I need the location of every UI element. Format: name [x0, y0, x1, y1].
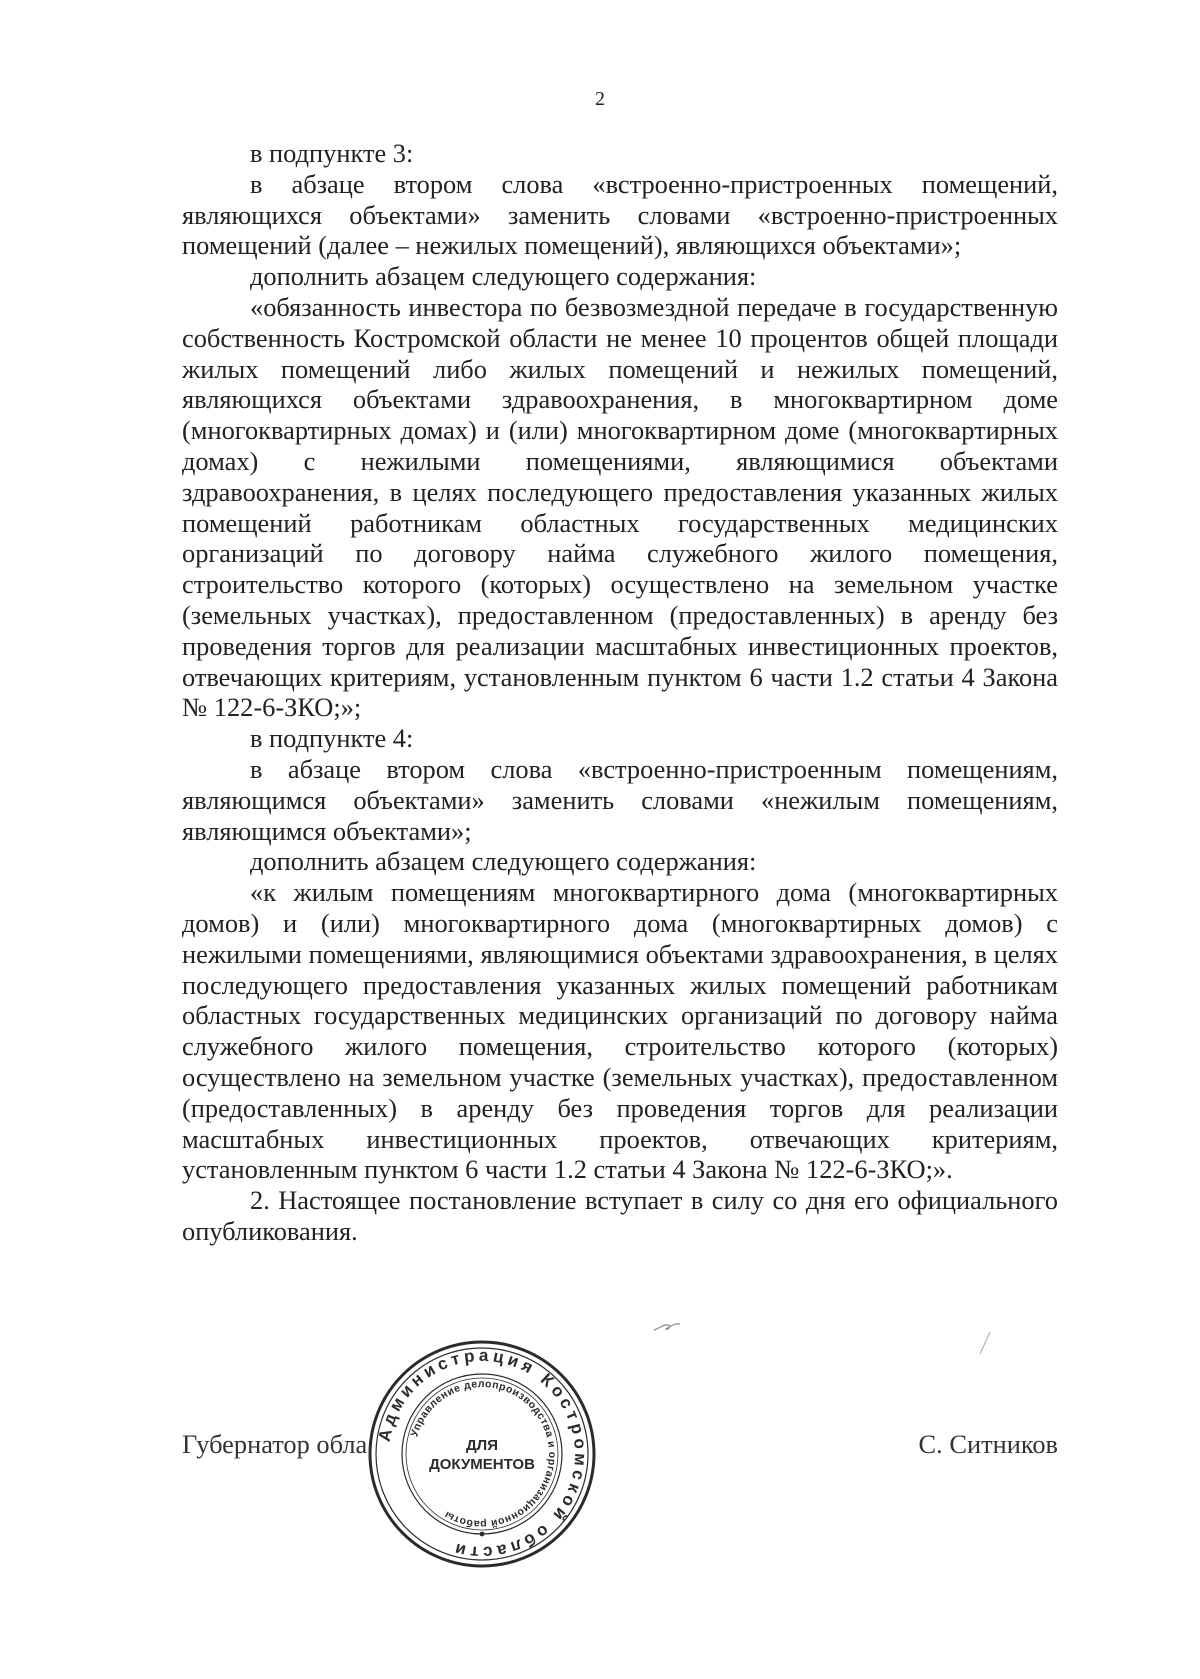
stamp-outer-text: Администрация Костромской области [374, 1345, 591, 1563]
paragraph: в абзаце втором слова «встроенно-пристроенных помещений, являющихся объектами» заменить словами «встроенно-пристроенных помещений (далее – нежилых помещений), являющихся объектами»; [182, 168, 1058, 261]
signatory-name: С. Ситников [918, 1429, 1058, 1459]
paragraph: дополнить абзацем следующего содержания: [250, 846, 757, 877]
paragraph: дополнить абзацем следующего содержания: [250, 261, 757, 292]
pen-stroke-mark [978, 1330, 992, 1356]
signatory-title: Губернатор обла [182, 1429, 368, 1459]
paragraph: в абзаце втором слова «встроенно-пристроенным помещениям, являющимся объектами» заменить словами «нежилым помещениям, являющимся объектами»; [182, 753, 1058, 846]
signature-scribble-mark [652, 1318, 682, 1334]
stamp-inner-text: Управление делопроизводства и организационной работы [408, 1377, 559, 1531]
svg-text:Управление делопроизводства и [408, 1378, 558, 1530]
paragraph: «к жилым помещениям многоквартирного дома (многоквартирных домов) и (или) многоквартирного дома (многоквартирных домов) с нежилыми помещениями, являющимися объектами здравоохранения, в целях последующего предоставления указанных жилых помещений работникам областных государственных медицинских организаций по договору найма служебного жилого помещения, строительство которого (которых) осуществлено на земельном участке (земельных участках), предоставленном (предоставленных) в аренду без проведения торгов для реализации масштабных инвестиционных проектов, отвечающих критериям, установленным пунктом 6 части 1.2 статьи 4 Закона № 122-6-ЗКО;». [182, 877, 1058, 1185]
official-seal-stamp [364, 1336, 600, 1572]
paragraph: в подпункте 3: [250, 138, 414, 168]
stamp-center-line1: ДЛЯ [466, 1437, 498, 1454]
paragraph: 2. Настоящее постановление вступает в силу со дня его официального опубликования. [182, 1185, 1058, 1246]
paragraph: «обязанность инвестора по безвозмездной передаче в государственную собственность Костромской области не менее 10 процентов общей площади жилых помещений либо жилых помещений и нежилых помещений, являющихся объектами здравоохранения, в многоквартирном доме (многоквартирных домах) и (или) многоквартирном доме (многоквартирных домах) с нежилыми помещениями, являющимися объектами здравоохранения, в целях последующего предоставления указанных жилых помещений работникам областных государственных медицинских организаций по договору найма служебного жилого помещения, строительство которого (которых) осуществлено на земельном участке (земельных участках), предоставленном (предоставленных) в аренду без проведения торгов для реализации масштабных инвестиционных проектов, отвечающих критериям, установленным пунктом 6 части 1.2 статьи 4 Закона № 122-6-ЗКО;»; [182, 291, 1058, 723]
document-body [182, 138, 1058, 1247]
page-number: 2 [595, 88, 605, 110]
stamp-center-line2: ДОКУМЕНТОВ [429, 1456, 535, 1473]
paragraph: в подпункте 4: [250, 723, 414, 754]
signature-block [182, 1429, 1058, 1469]
